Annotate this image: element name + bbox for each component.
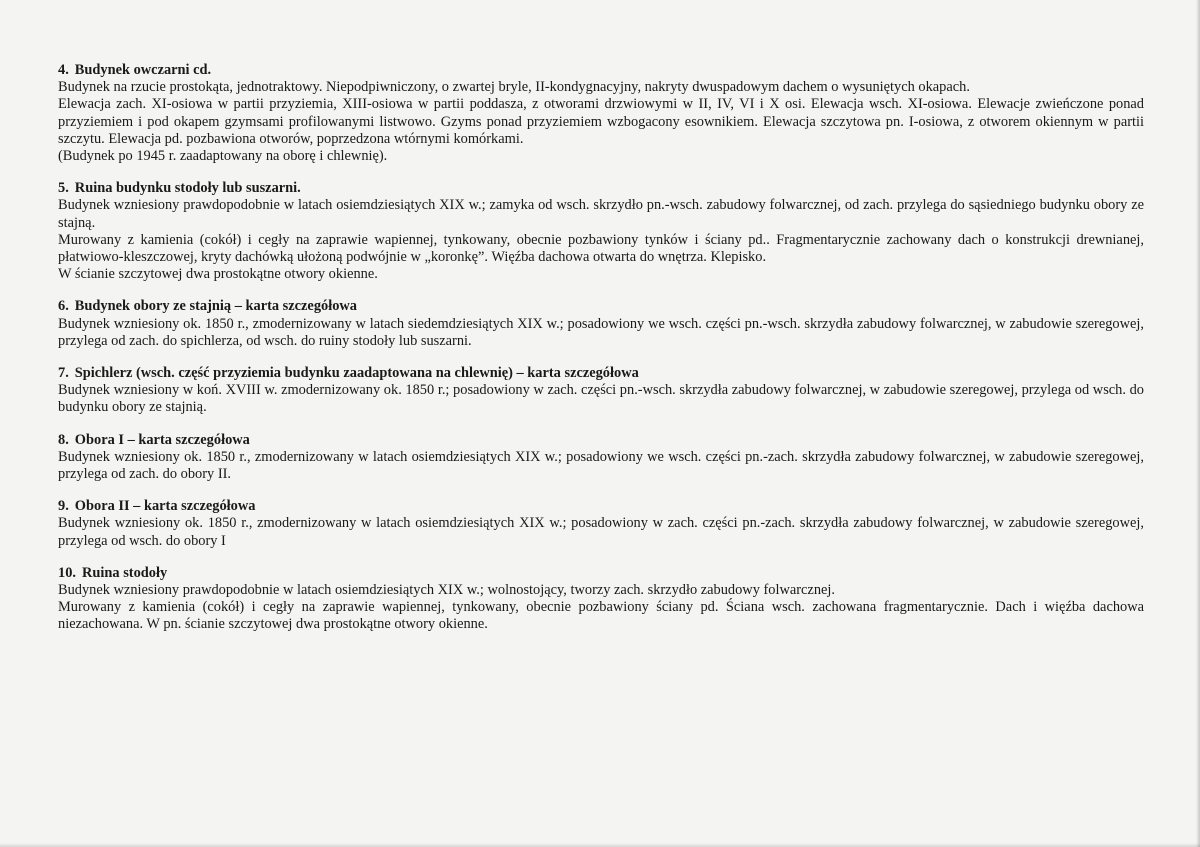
paragraph: Murowany z kamienia (cokół) i cegły na zaprawie wapiennej, tynkowany, obecnie pozbawiony tynków i ściany pd.. Fragmentarycznie zachowany dach o konstrukcji drewnianej, płatwiowo-kleszczowej, kryty dachówką ułożoną podwójnie w „koronkę”. Więźba dachowa otwarta do wnętrza. Klepisko. (58, 231, 1144, 266)
paragraph: Murowany z kamienia (cokół) i cegły na zaprawie wapiennej, tynkowany, obecnie pozbawiony ściany pd. Ściana wsch. zachowana fragmentarycznie. Dach i więźba dachowa niezachowana. W pn. ścianie szczytowej dwa prostokątne otwory okienne. (58, 599, 1144, 633)
section-number: 5. (58, 180, 69, 197)
document-body (58, 62, 1144, 649)
paragraph: W ścianie szczytowej dwa prostokątne otwory okienne. (58, 266, 378, 283)
section-heading (58, 565, 1144, 582)
section-title: Budynek obory ze stajnią – karta szczegółowa (74, 298, 357, 315)
paragraph: Budynek wzniesiony ok. 1850 r., zmodernizowany w latach osiemdziesiątych XIX w.; posadowiony we wsch. części pn.-zach. skrzydła zabudowy folwarcznej, w zabudowie szeregowej, przylega od zach. do obory II. (58, 448, 1144, 483)
section-title: Ruina stodoły (82, 564, 168, 581)
section-9 (58, 498, 1144, 550)
section-heading (58, 432, 1144, 449)
scan-edge-shadow (0, 843, 1200, 847)
paragraph: Budynek na rzucie prostokąta, jednotraktowy. Niepodpiwniczony, o zwartej bryle, II-kondygnacyjny, nakryty dwuspadowym dachem o wysuniętych okapach. (58, 79, 970, 96)
section-number: 8. (58, 431, 69, 448)
section-5 (58, 180, 1144, 283)
section-number: 7. (58, 365, 69, 382)
section-7 (58, 365, 1144, 417)
section-title: Ruina budynku stodoły lub suszarni. (74, 180, 301, 197)
section-number: 9. (58, 498, 69, 515)
section-8 (58, 432, 1144, 484)
paragraph: Budynek wzniesiony prawdopodobnie w latach osiemdziesiątych XIX w.; wolnostojący, tworzy zach. skrzydło zabudowy folwarcznej. (58, 582, 836, 599)
section-title: Obora II – karta szczegółowa (74, 498, 256, 515)
section-heading (58, 180, 1144, 197)
paragraph: Budynek wzniesiony ok. 1850 r., zmodernizowany w latach osiemdziesiątych XIX w.; posadowiony w zach. części pn.-zach. skrzydła zabudowy folwarcznej, w zabudowie szeregowej, przylega od wsch. do obory I (58, 515, 1144, 549)
paragraph: Budynek wzniesiony prawdopodobnie w latach osiemdziesiątych XIX w.; zamyka od wsch. skrzydło pn.-wsch. zabudowy folwarcznej, od zach. przylega do sąsiedniego budynku obory ze stajną. (58, 197, 1144, 231)
paragraph: Budynek wzniesiony w koń. XVIII w. zmodernizowany ok. 1850 r.; posadowiony w zach. części pn.-wsch. skrzydła zabudowy folwarcznej, w zabudowie szeregowej, przylega od wsch. do budynku obory ze stajnią. (58, 382, 1144, 416)
section-heading (58, 62, 1144, 79)
section-title: Spichlerz (wsch. część przyziemia budynku zaadaptowana na chlewnię) – karta szczegółowa (74, 365, 639, 382)
section-title: Obora I – karta szczegółowa (74, 431, 250, 448)
paragraph: (Budynek po 1945 r. zaadaptowany na oborę i chlewnię). (58, 148, 388, 165)
section-6 (58, 298, 1144, 350)
paragraph: Elewacja zach. XI-osiowa w partii przyziemia, XIII-osiowa w partii poddasza, z otworami drzwiowymi w II, IV, VI i X osi. Elewacja wsch. XI-osiowa. Elewacje zwieńczone ponad przyziemiem i pod okapem gzymsami profilowanymi listwowo. Gzyms ponad przyziemiem wzbogacony esownikiem. Elewacja szczytowa pn. I-osiowa, z otworem okiennym w partii szczytu. Elewacja pd. pozbawiona otworów, poprzedzona wtórnymi komórkami. (58, 96, 1144, 147)
section-10 (58, 565, 1144, 634)
paragraph: Budynek wzniesiony ok. 1850 r., zmodernizowany w latach siedemdziesiątych XIX w.; posadowiony we wsch. części pn.-wsch. skrzydła zabudowy folwarcznej, w zabudowie szeregowej, przylega od zach. do spichlerza, od wsch. do ruiny stodoły lub suszarni. (58, 315, 1144, 349)
section-title: Budynek owczarni cd. (74, 62, 212, 78)
section-number: 6. (58, 298, 69, 315)
section-heading (58, 498, 1144, 515)
section-heading (58, 365, 1144, 382)
section-number: 4. (58, 62, 69, 78)
section-number: 10. (58, 564, 76, 581)
section-heading (58, 298, 1144, 315)
section-4 (58, 62, 1144, 165)
scan-edge-shadow (1196, 0, 1200, 847)
